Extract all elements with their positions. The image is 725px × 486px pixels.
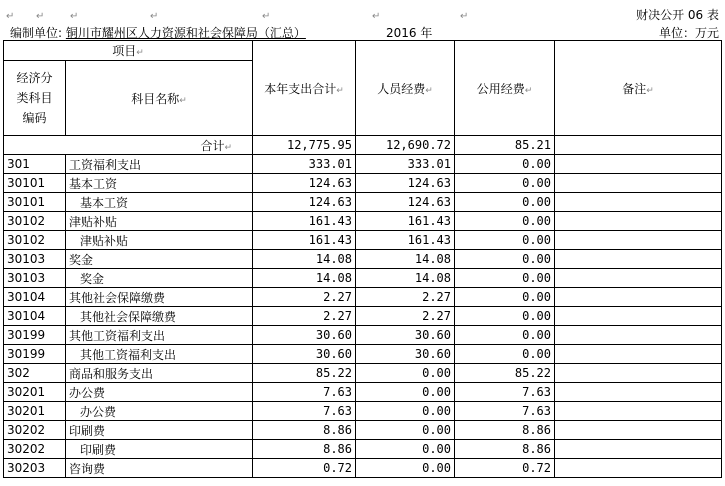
note-cell [555,459,722,478]
note-cell [555,250,722,269]
table-row [4,212,722,231]
report-header [0,24,725,40]
table-row [4,307,722,326]
personnel-cell: 0.00 [356,440,455,459]
code-cell: 30199 [4,326,66,345]
amount-cell: 14.08 [253,250,356,269]
public-cell: 8.86 [455,440,555,459]
code-cell: 30102 [4,231,66,250]
amount-cell: 0.72 [253,459,356,478]
public-cell: 85.22 [455,364,555,383]
amount-cell: 8.86 [253,421,356,440]
total-header: 本年支出合计↵ [253,41,356,136]
format-mark: ↵ [36,11,45,22]
table-row [4,364,722,383]
table-row [4,326,722,345]
table-row [4,174,722,193]
note-cell [555,155,722,174]
note-cell [555,345,722,364]
amount-cell: 7.63 [253,383,356,402]
name-cell: 津贴补贴 [66,212,253,231]
name-cell: 印刷费 [66,440,253,459]
code-cell: 30104 [4,288,66,307]
note-cell [555,288,722,307]
personnel-cell: 161.43 [356,212,455,231]
name-cell: 奖金 [66,250,253,269]
name-cell: 办公费 [66,402,253,421]
amount-cell: 85.22 [253,364,356,383]
code-cell: 30203 [4,459,66,478]
public-cell: 0.00 [455,174,555,193]
public-cell: 0.00 [455,155,555,174]
note-cell [555,326,722,345]
table-row [4,155,722,174]
code-cell: 30199 [4,345,66,364]
personnel-cell: 14.08 [356,269,455,288]
table-row [4,383,722,402]
note-cell [555,193,722,212]
public-cell: 0.00 [455,212,555,231]
amount-cell: 7.63 [253,402,356,421]
code-header: 经济分类科目编码 [4,61,66,136]
personnel-cell: 30.60 [356,345,455,364]
public-cell: 0.00 [455,326,555,345]
name-cell: 工资福利支出 [66,155,253,174]
format-mark: ↵ [460,11,469,22]
name-cell: 其他工资福利支出 [66,345,253,364]
public-cell: 0.00 [455,231,555,250]
public-cell: 0.00 [455,288,555,307]
table-row [4,345,722,364]
code-cell: 30103 [4,250,66,269]
personnel-cell: 0.00 [356,459,455,478]
note-header: 备注↵ [555,41,722,136]
code-cell: 30202 [4,440,66,459]
code-cell: 30101 [4,174,66,193]
public-cell: 7.63 [455,402,555,421]
name-cell: 其他社会保障缴费 [66,307,253,326]
amount-cell: 30.60 [253,345,356,364]
total-row [4,136,722,155]
unit-prefix-label: 编制单位: [10,26,63,40]
name-header: 科目名称↵ [66,61,253,136]
code-cell: 302 [4,364,66,383]
amount-cell: 161.43 [253,212,356,231]
name-cell: 基本工资 [66,193,253,212]
public-cell: 0.00 [455,307,555,326]
table-row [4,288,722,307]
personnel-cell: 30.60 [356,326,455,345]
unit-prefix [10,24,306,41]
amount-cell: 161.43 [253,231,356,250]
public-cell: 0.00 [455,345,555,364]
format-mark: ↵ [262,11,271,22]
table-row [4,402,722,421]
item-header: 项目↵ [4,41,253,61]
format-mark: ↵ [70,11,79,22]
personnel-header: 人员经费↵ [356,41,455,136]
public-cell: 8.86 [455,421,555,440]
personnel-cell: 0.00 [356,364,455,383]
personnel-cell: 161.43 [356,231,455,250]
personnel-cell: 14.08 [356,250,455,269]
note-cell [555,383,722,402]
code-cell: 30103 [4,269,66,288]
expenditure-table [3,40,722,478]
currency-unit: 单位：万元 [658,26,719,40]
total-label: 合计↵ [4,136,253,155]
personnel-cell: 0.00 [356,402,455,421]
public-header: 公用经费↵ [455,41,555,136]
note-cell [555,440,722,459]
note-cell [555,364,722,383]
note-cell [555,269,722,288]
format-mark: ↵ [372,11,381,22]
name-cell: 基本工资 [66,174,253,193]
code-cell: 30201 [4,383,66,402]
name-cell: 其他社会保障缴费 [66,288,253,307]
amount-cell: 2.27 [253,288,356,307]
amount-cell: 14.08 [253,269,356,288]
table-row [4,421,722,440]
table-code: 财决公开 06 表 [636,8,719,22]
name-cell: 奖金 [66,269,253,288]
table-row [4,193,722,212]
top-line [0,0,725,24]
note-cell [555,212,722,231]
personnel-cell: 2.27 [356,288,455,307]
note-cell [555,231,722,250]
note-cell [555,307,722,326]
table-row [4,459,722,478]
name-cell: 办公费 [66,383,253,402]
name-cell: 津贴补贴 [66,231,253,250]
personnel-cell: 0.00 [356,421,455,440]
personnel-cell: 124.63 [356,174,455,193]
note-cell [555,174,722,193]
code-cell: 301 [4,155,66,174]
name-cell: 咨询费 [66,459,253,478]
amount-cell: 30.60 [253,326,356,345]
public-cell: 0.00 [455,250,555,269]
unit-name: 铜川市耀州区人力资源和社会保障局（汇总） [65,26,306,40]
table-row [4,269,722,288]
table-row [4,440,722,459]
format-mark: ↵ [150,11,159,22]
total-note [555,136,722,155]
format-mark: ↵ [6,11,15,22]
code-cell: 30102 [4,212,66,231]
code-cell: 30104 [4,307,66,326]
public-cell: 0.00 [455,193,555,212]
code-cell: 30202 [4,421,66,440]
public-cell: 7.63 [455,383,555,402]
personnel-cell: 0.00 [356,383,455,402]
amount-cell: 124.63 [253,174,356,193]
table-body [4,136,722,478]
table-row [4,231,722,250]
total-amount: 12,775.95 [253,136,356,155]
personnel-cell: 333.01 [356,155,455,174]
note-cell [555,421,722,440]
note-cell [555,402,722,421]
name-cell: 印刷费 [66,421,253,440]
public-cell: 0.72 [455,459,555,478]
code-cell: 30101 [4,193,66,212]
public-cell: 0.00 [455,269,555,288]
table-row [4,250,722,269]
total-personnel: 12,690.72 [356,136,455,155]
report-year: 2016 年 [386,26,433,40]
amount-cell: 2.27 [253,307,356,326]
name-cell: 商品和服务支出 [66,364,253,383]
code-cell: 30201 [4,402,66,421]
amount-cell: 8.86 [253,440,356,459]
amount-cell: 124.63 [253,193,356,212]
personnel-cell: 124.63 [356,193,455,212]
total-public: 85.21 [455,136,555,155]
personnel-cell: 2.27 [356,307,455,326]
amount-cell: 333.01 [253,155,356,174]
name-cell: 其他工资福利支出 [66,326,253,345]
